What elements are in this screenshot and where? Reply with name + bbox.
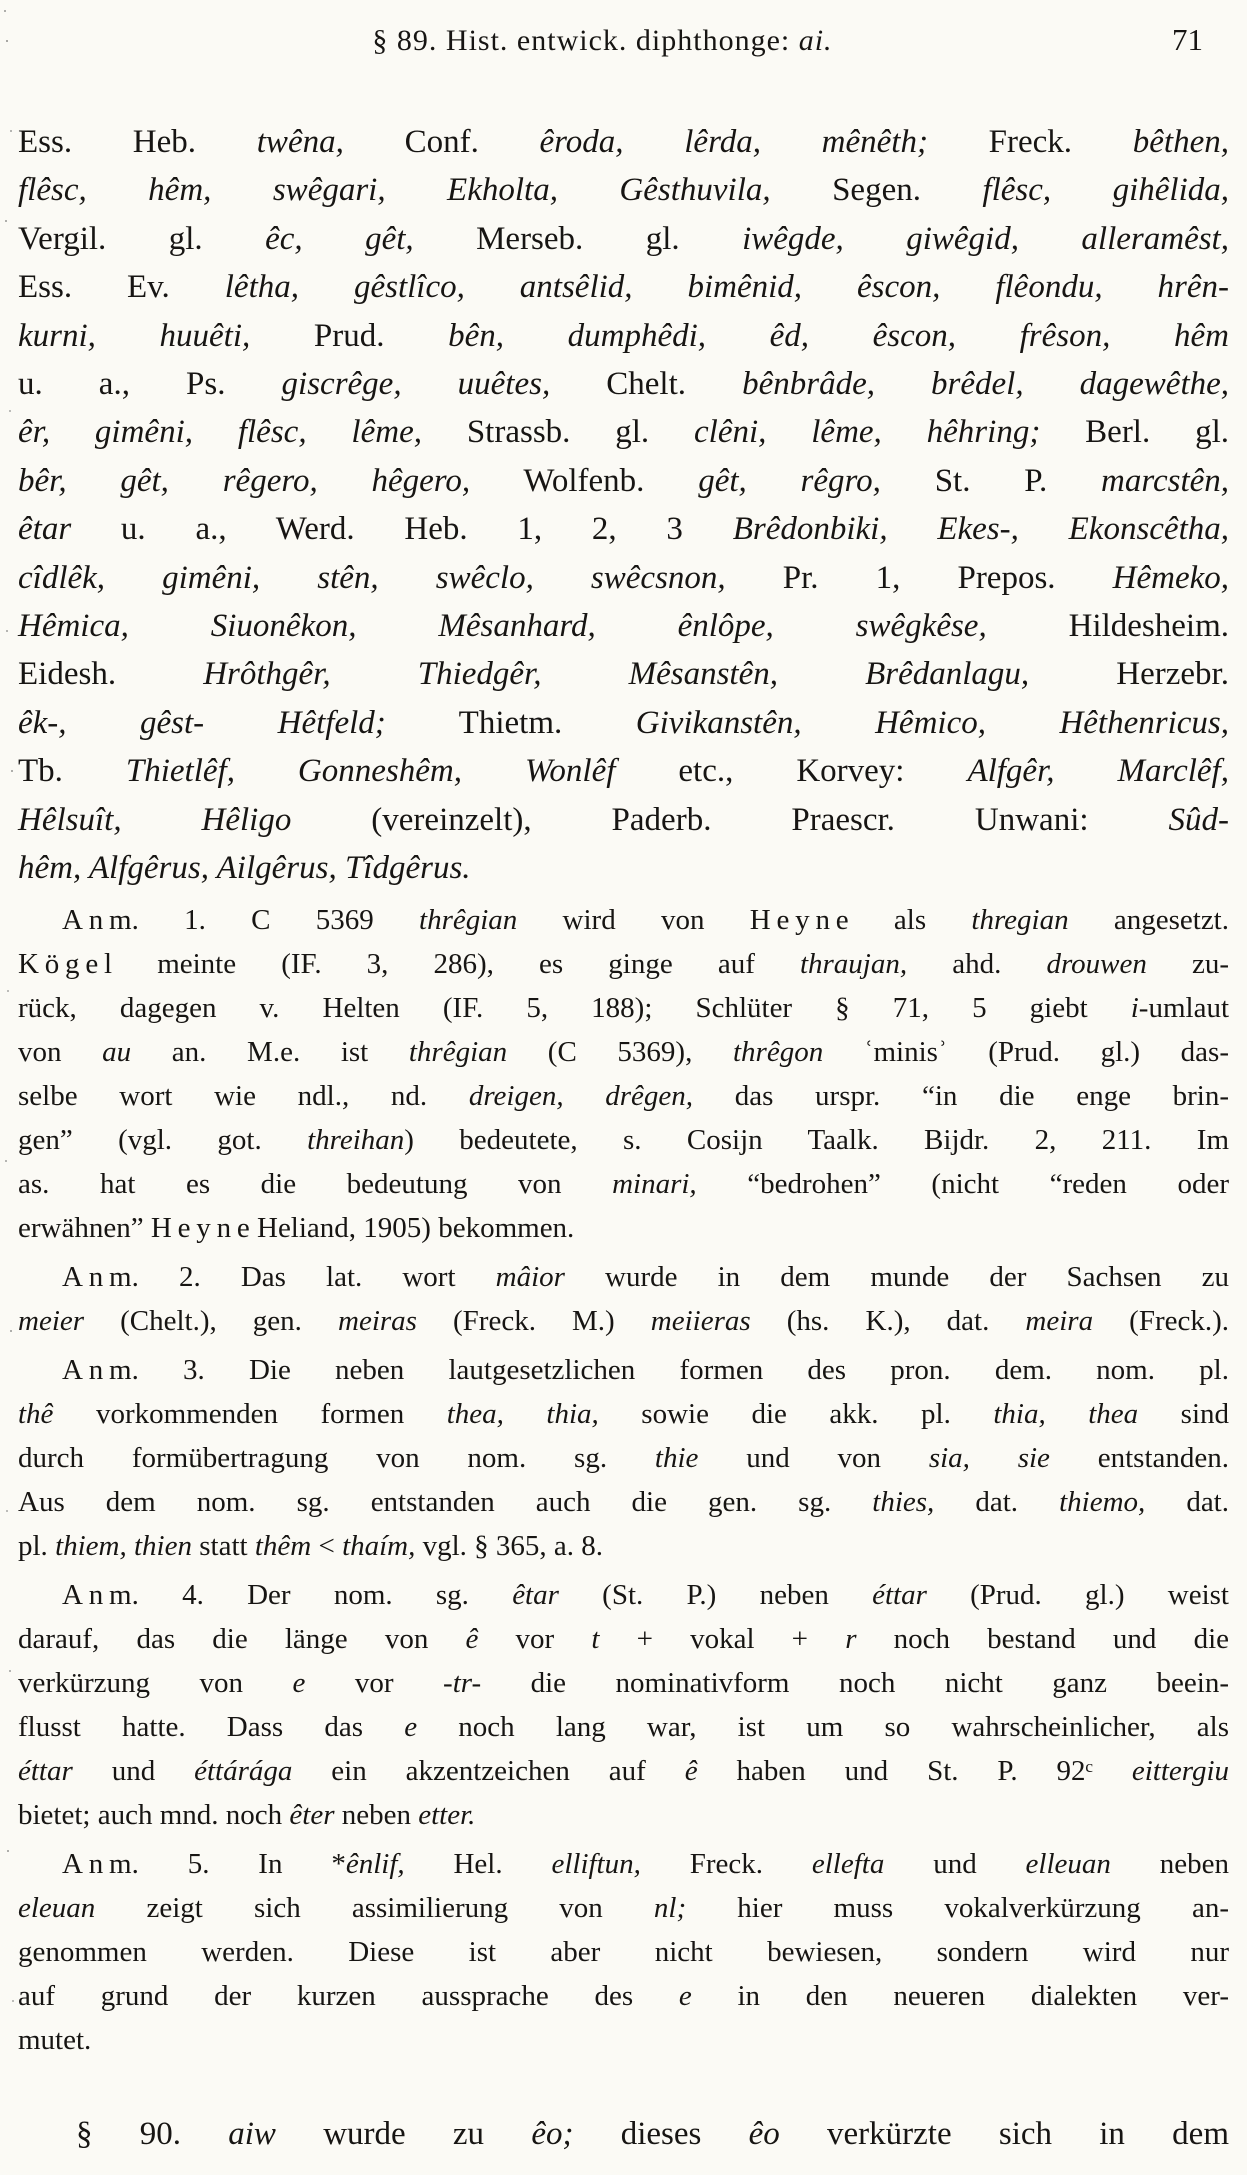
scan-noise [4, 10, 6, 12]
text-line: von au an. M.e. ist thrêgian (C 5369), thrêgon ʿminisʾ (Prud. gl.) das- [18, 1035, 1229, 1068]
text-line: § 90. aiw wurde zu êo; dieses êo verkürzte sich in dem [76, 2115, 1229, 2152]
text-line: cîdlêk, gimêni, stên, swêclo, swêcsnon, Pr. 1, Prepos. Hêmeko, [18, 559, 1229, 596]
anm-2 [18, 1255, 1229, 1343]
text-line: auf grund der kurzen aussprache des e in den neueren dialekten ver- [18, 1979, 1229, 2012]
text-line: gen” (vgl. got. threihan) bedeutete, s. Cosijn Taalk. Bijdr. 2, 211. Im [18, 1123, 1230, 1156]
anm-4 [18, 1573, 1229, 1837]
text-line: A n m. 3. Die neben lautgesetzlichen formen des pron. dem. nom. pl. [62, 1353, 1229, 1386]
page-content [18, 118, 1229, 2158]
text-line: as. hat es die bedeutung von minari, “bedrohen” (nicht “reden oder [18, 1167, 1229, 1200]
text-line: A n m. 2. Das lat. wort mâior wurde in dem munde der Sachsen zu [62, 1260, 1229, 1293]
text-line: Hêlsuît, Hêligo (vereinzelt), Paderb. Praescr. Unwani: Sûd- [18, 801, 1229, 838]
text-line: bêr, gêt, rêgero, hêgero, Wolfenb. gêt, rêgro, St. P. marcstên, [18, 462, 1230, 499]
text-line: Vergil. gl. êc, gêt, Merseb. gl. iwêgde, giwêgid, alleramêst, [18, 220, 1229, 257]
text-line: meier (Chelt.), gen. meiras (Freck. M.) meiieras (hs. K.), dat. meira (Freck.). [18, 1304, 1230, 1337]
text-line: êr, gimêni, flêsc, lême, Strassb. gl. clêni, lême, hêhring; Berl. gl. [18, 414, 1229, 451]
text-line: kurni, huuêti, Prud. bên, dumphêdi, êd, êscon, frêson, hêm [18, 317, 1229, 354]
text-line: Aus dem nom. sg. entstanden auch die gen. sg. thies, dat. thiemo, dat. [18, 1485, 1229, 1518]
text-line: darauf, das die länge von ê vor t + vokal + r noch bestand und die [18, 1622, 1229, 1655]
text-line: êk-, gêst- Hêtfeld; Thietm. Givikanstên, Hêmico, Hêthenricus, [18, 704, 1229, 741]
page-header [18, 24, 1233, 66]
text-line: Ess. Ev. lêtha, gêstlîco, antsêlid, bimênid, êscon, flêondu, hrên- [18, 269, 1229, 306]
text-line: êtar u. a., Werd. Heb. 1, 2, 3 Brêdonbiki, Ekes-, Ekonscêtha, [18, 511, 1230, 548]
text-line: genommen werden. Diese ist aber nicht bewiesen, sondern wird nur [18, 1935, 1229, 1968]
text-line: rück, dagegen v. Helten (IF. 5, 188); Schlüter § 71, 5 giebt i-umlaut [18, 991, 1229, 1024]
text-line: flêsc, hêm, swêgari, Ekholta, Gêsthuvila, Segen. flêsc, gihêlida, [18, 172, 1229, 209]
text-line: durch formübertragung von nom. sg. thie und von sia, sie entstanden. [18, 1441, 1230, 1474]
anm-1 [18, 898, 1229, 1250]
text-line: A n m. 5. In *ênlif, Hel. elliftun, Freck. ellefta und elleuan neben [62, 1847, 1229, 1880]
text-line: Tb. Thietlêf, Gonneshêm, Wonlêf etc., Korvey: Alfgêr, Marclêf, [18, 753, 1229, 790]
text-line: éttar und éttárága ein akzentzeichen auf ê haben und St. P. 92ᶜ eittergiu [18, 1754, 1230, 1787]
text-line: selbe wort wie ndl., nd. dreigen, drêgen, das urspr. “in die enge brin- [18, 1079, 1229, 1112]
text-line: flusst hatte. Dass das e noch lang war, ist um so wahrscheinlicher, als [18, 1710, 1229, 1743]
text-line: u. a., Ps. giscrêge, uuêtes, Chelt. bênbrâde, brêdel, dagewêthe, [18, 366, 1230, 403]
text-line: A n m. 4. Der nom. sg. êtar (St. P.) neben éttar (Prud. gl.) weist [62, 1578, 1229, 1611]
text-line: hêm, Alfgêrus, Ailgêrus, Tîdgêrus. [18, 850, 471, 887]
text-line: eleuan zeigt sich assimilierung von nl; hier muss vokalverkürzung an- [18, 1891, 1229, 1924]
text-line: thê vorkommenden formen thea, thia, sowie die akk. pl. thia, thea sind [18, 1397, 1230, 1430]
running-title: § 89. Hist. entwick. diphthonge: ai. [372, 24, 833, 57]
page-number: 71 [1172, 22, 1203, 57]
text-line: A n m. 1. C 5369 thrêgian wird von H e y n e als thregian angesetzt. [62, 903, 1229, 936]
text-line: mutet. [18, 2023, 92, 2056]
section-89-examples [18, 118, 1229, 893]
text-line: Eidesh. Hrôthgêr, Thiedgêr, Mêsanstên, Brêdanlagu, Herzebr. [18, 656, 1229, 693]
text-line: erwähnen” H e y n e Heliand, 1905) bekommen. [18, 1211, 575, 1244]
text-line: Ess. Heb. twêna, Conf. êroda, lêrda, mênêth; Freck. bêthen, [18, 124, 1229, 160]
text-line: verkürzung von e vor -tr- die nominativform noch nicht ganz beein- [18, 1666, 1229, 1699]
text-line: Hêmica, Siuonêkon, Mêsanhard, ênlôpe, swêgkêse, Hildesheim. [18, 608, 1229, 645]
text-line: pl. thiem, thien statt thêm < thaím, vgl. § 365, a. 8. [18, 1529, 604, 1562]
anm-5 [18, 1842, 1229, 2062]
section-90-opening [18, 2110, 1229, 2158]
anm-3 [18, 1348, 1229, 1568]
text-line: K ö g e l meinte (IF. 3, 286), es ginge auf thraujan, ahd. drouwen zu- [18, 947, 1230, 980]
text-line: bietet; auch mnd. noch êter neben etter. [18, 1798, 476, 1831]
